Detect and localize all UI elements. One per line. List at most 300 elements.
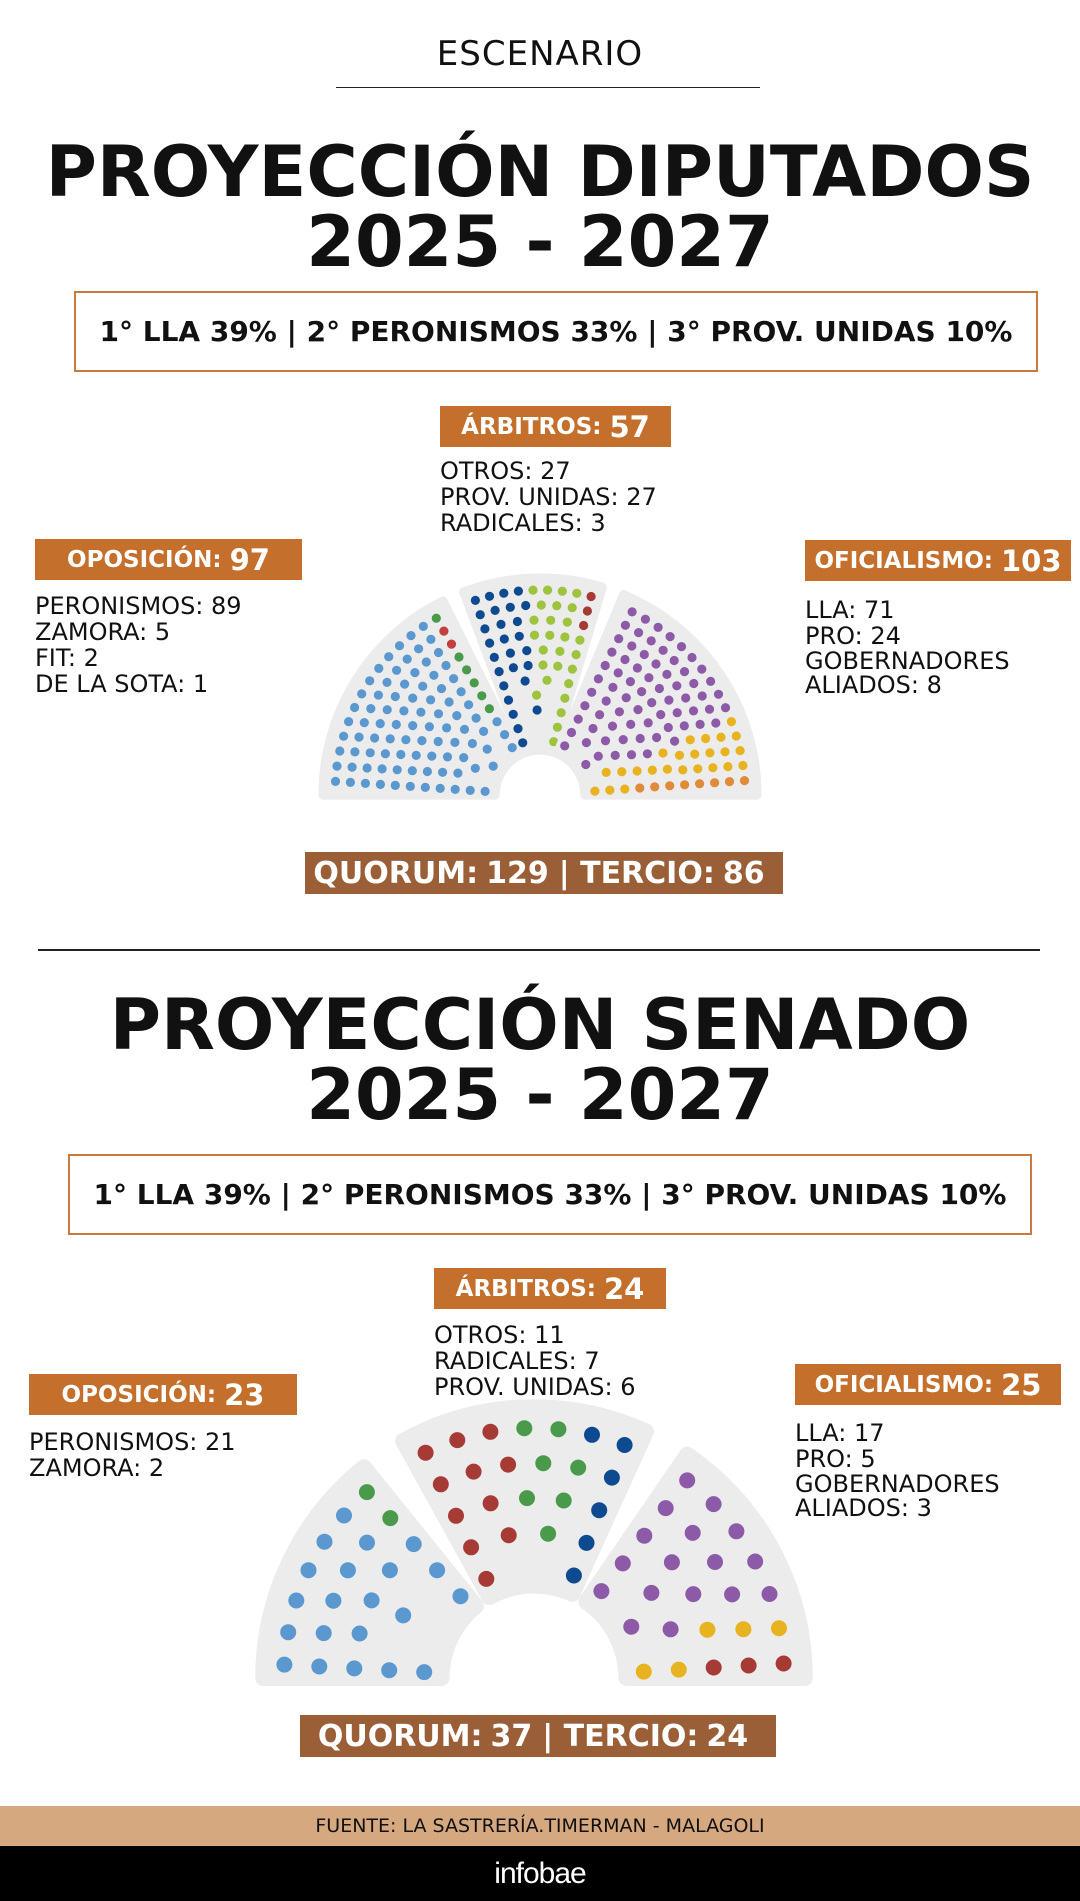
seat-dot (443, 752, 452, 761)
seat-dot (727, 717, 736, 726)
seat-dot (728, 1523, 744, 1539)
seat-dot (489, 762, 498, 771)
breakdown-item: FIT: 2 (35, 644, 99, 672)
seat-dot (636, 734, 645, 743)
seat-dot (437, 684, 446, 693)
seat-dot (637, 687, 646, 696)
breakdown-item: LLA: 71 (805, 596, 895, 624)
seat-dot (628, 607, 637, 616)
seat-dot (412, 751, 421, 760)
seat-dot (400, 680, 409, 689)
seat-dot (678, 765, 687, 774)
seat-dot (623, 1619, 639, 1635)
seat-dot (595, 710, 604, 719)
seat-dot (311, 1659, 327, 1675)
seat-dot (499, 681, 508, 690)
seat-dot (663, 765, 672, 774)
oposicion-label: OPOSICIÓN: (67, 546, 222, 573)
seat-dot (438, 768, 447, 777)
seat-dot (591, 1502, 607, 1518)
seat-dot (687, 653, 696, 662)
seat-dot (436, 784, 445, 793)
seat-dot (619, 735, 628, 744)
quorum-label: QUORUM: (313, 855, 479, 891)
breakdown-item: GOBERNADORES ALIADOS: 3 (795, 1470, 1000, 1522)
senado-arbitros-breakdown (434, 1322, 636, 1400)
seat-dot (738, 761, 747, 770)
oficialismo-label: OFICIALISMO: (814, 547, 993, 574)
seat-dot (670, 656, 679, 665)
seat-dot (364, 1592, 380, 1608)
seat-dot (584, 1427, 600, 1443)
seat-dot (276, 1657, 292, 1673)
seat-dot (529, 616, 538, 625)
seat-dot (560, 694, 569, 703)
seat-dot (665, 781, 674, 790)
seat-dot (673, 708, 682, 717)
seat-dot (716, 733, 725, 742)
seat-dot (530, 631, 539, 640)
seat-dot (707, 1554, 723, 1570)
seat-dot (641, 615, 650, 624)
seat-dot (500, 730, 509, 739)
seat-dot (476, 610, 485, 619)
seat-dot (410, 668, 419, 677)
seat-dot (543, 586, 552, 595)
seat-dot (454, 652, 463, 661)
seat-dot (422, 657, 431, 666)
kicker: ESCENARIO (436, 34, 644, 74)
result-third-value: 10% (945, 315, 1013, 348)
seat-dot (418, 682, 427, 691)
seat-dot (418, 1445, 434, 1461)
seat-dot (346, 778, 355, 787)
seat-dot (472, 714, 481, 723)
seat-dot (513, 617, 522, 626)
seat-dot (513, 724, 522, 733)
breakdown-item: ZAMORA: 2 (29, 1454, 165, 1482)
seat-dot (365, 676, 374, 685)
seat-dot (550, 1421, 566, 1437)
seat-dot (490, 653, 499, 662)
seat-dot (634, 628, 643, 637)
seat-dot (506, 603, 515, 612)
seat-dot (705, 705, 714, 714)
seat-dot (542, 676, 551, 685)
seat-dot (679, 1472, 695, 1488)
seat-dot (485, 592, 494, 601)
seat-dot (485, 704, 494, 713)
seat-dot (636, 1664, 652, 1680)
seat-dot (608, 683, 617, 692)
seat-dot (666, 632, 675, 641)
breakdown-item: RADICALES: 3 (440, 509, 606, 537)
seat-dot (514, 587, 523, 596)
seat-dot (434, 737, 443, 746)
seat-dot (643, 749, 652, 758)
seat-dot (363, 763, 372, 772)
seat-dot (583, 606, 592, 615)
senado-arbitros-tag (434, 1268, 666, 1309)
seat-dot (434, 648, 443, 657)
senado-hemicycle (224, 1420, 844, 1700)
seat-dot (650, 782, 659, 791)
seat-dot (670, 737, 679, 746)
seat-dot (462, 665, 471, 674)
seat-dot (396, 750, 405, 759)
seat-dot (557, 708, 566, 717)
seat-dot (614, 634, 623, 643)
seat-dot (615, 1555, 631, 1571)
seat-dot (582, 738, 591, 747)
seat-dot (521, 601, 530, 610)
seat-dot (457, 687, 466, 696)
seat-dot (471, 596, 480, 605)
seat-dot (449, 674, 458, 683)
seat-dot (401, 735, 410, 744)
seat-dot (301, 1562, 317, 1578)
seat-dot (288, 1593, 304, 1609)
seat-dot (504, 696, 513, 705)
seat-dot (710, 778, 719, 787)
seat-dot (406, 631, 415, 640)
seat-dot (406, 1536, 422, 1552)
seat-dot (681, 693, 690, 702)
seat-dot (374, 664, 383, 673)
seat-dot (359, 1484, 375, 1500)
seat-dot (690, 750, 699, 759)
seat-dot (344, 717, 353, 726)
seat-dot (519, 1490, 535, 1506)
result-second-value: 33% (570, 315, 638, 348)
seat-dot (460, 725, 469, 734)
breakdown-item: OTROS: 27 (440, 457, 571, 485)
seat-dot (762, 1586, 778, 1602)
seat-dot (425, 722, 434, 731)
seat-dot (590, 787, 599, 796)
seat-dot (552, 601, 561, 610)
seat-dot (354, 733, 363, 742)
senado-title-line2: 2025 - 2027 (306, 1054, 774, 1136)
quorum-value: 37 (490, 1718, 533, 1754)
seat-dot (464, 700, 473, 709)
seat-dot (524, 661, 533, 670)
seat-dot (575, 636, 584, 645)
oficialismo-total: 25 (1001, 1367, 1042, 1402)
seat-dot (452, 711, 461, 720)
seat-dot (535, 1455, 551, 1471)
seat-dot (620, 784, 629, 793)
seat-dot (391, 692, 400, 701)
seat-dot (539, 645, 548, 654)
seat-dot (579, 1535, 595, 1551)
seat-dot (495, 667, 504, 676)
tercio-value: 24 (706, 1718, 749, 1754)
diputados-title-line1: PROYECCIÓN DIPUTADOS (45, 131, 1035, 213)
seat-dot (685, 1525, 701, 1541)
diputados-oficialismo-breakdown (805, 597, 1045, 697)
seat-dot (423, 767, 432, 776)
oposicion-total: 23 (224, 1377, 265, 1412)
seat-dot (357, 689, 366, 698)
seat-dot (633, 705, 642, 714)
seat-dot (506, 649, 515, 658)
seat-dot (360, 718, 369, 727)
senado-title-line1: PROYECCIÓN SENADO (109, 984, 971, 1066)
seat-dot (568, 665, 577, 674)
seat-dot (706, 1496, 722, 1512)
seat-dot (685, 1586, 701, 1602)
seat-dot (376, 780, 385, 789)
seat-dot (689, 706, 698, 715)
seat-dot (611, 751, 620, 760)
seat-dot (587, 592, 596, 601)
seat-dot (468, 739, 477, 748)
seat-dot (453, 769, 462, 778)
seat-dot (636, 1528, 652, 1544)
seat-dot (483, 1495, 499, 1511)
seat-dot (395, 641, 404, 650)
seat-dot (708, 763, 717, 772)
oposicion-label: OPOSICIÓN: (61, 1381, 217, 1408)
seat-dot (533, 705, 542, 714)
quorum-label: QUORUM: (317, 1718, 483, 1754)
seat-dot (545, 631, 554, 640)
seat-dot (724, 1586, 740, 1602)
seat-dot (736, 746, 745, 755)
seat-dot (648, 766, 657, 775)
seat-dot (382, 1510, 398, 1526)
seat-dot (391, 781, 400, 790)
seat-dot (406, 782, 415, 791)
seat-dot (621, 621, 630, 630)
breakdown-item: PRO: 24 (805, 622, 901, 650)
seat-dot (617, 1437, 633, 1453)
seat-dot (382, 1562, 398, 1578)
result-second: 2° PERONISMOS (306, 315, 561, 348)
seat-dot (644, 673, 653, 682)
seat-dot (374, 691, 383, 700)
seat-dot (316, 1625, 332, 1641)
seat-dot (607, 648, 616, 657)
seat-dot (470, 678, 479, 687)
seat-dot (658, 1500, 674, 1516)
seat-dot (408, 766, 417, 775)
seat-dot (714, 690, 723, 699)
seat-dot (697, 665, 706, 674)
seat-dot (655, 684, 664, 693)
seat-dot (532, 691, 541, 700)
seat-dot (448, 1508, 464, 1524)
seat-dot (419, 622, 428, 631)
seat-dot (509, 710, 518, 719)
seat-dot (602, 768, 611, 777)
seat-dot (721, 703, 730, 712)
seat-dot (608, 722, 617, 731)
seat-dot (560, 741, 569, 750)
seat-dot (370, 733, 379, 742)
seat-dot (466, 786, 475, 795)
diputados-arbitros-breakdown (440, 458, 657, 536)
seat-dot (560, 632, 569, 641)
seat-dot (515, 632, 524, 641)
seat-dot (518, 738, 527, 747)
senado-results-box: 1° LLA 39% | 2° PERONISMOS 33% | 3° PROV. UNIDAS 10% (68, 1154, 1032, 1235)
seat-dot (528, 586, 537, 595)
seat-dot (537, 600, 546, 609)
diputados-quorum-bar (305, 852, 783, 894)
seat-dot (732, 731, 741, 740)
seat-dot (635, 783, 644, 792)
seat-dot (499, 589, 508, 598)
seat-dot (643, 1585, 659, 1601)
seat-dot (658, 748, 667, 757)
seat-dot (447, 640, 456, 649)
senado-quorum-bar (300, 1715, 776, 1757)
seat-dot (620, 655, 629, 664)
seat-dot (587, 688, 596, 697)
arbitros-total: 57 (609, 409, 650, 444)
quorum-value: 129 (486, 855, 549, 891)
seat-dot (572, 650, 581, 659)
seat-dot (662, 670, 671, 679)
seat-dot (654, 623, 663, 632)
seat-dot (538, 660, 547, 669)
seat-dot (408, 721, 417, 730)
seat-dot (384, 652, 393, 661)
seat-dot (395, 1607, 411, 1623)
seat-dot (601, 661, 610, 670)
seat-dot (664, 1554, 680, 1570)
seat-dot (381, 1662, 397, 1678)
seat-dot (386, 734, 395, 743)
seat-dot (594, 674, 603, 683)
seat-dot (336, 1508, 352, 1524)
breakdown-item: PROV. UNIDAS: 6 (434, 1373, 636, 1401)
seat-dot (481, 787, 490, 796)
seat-dot (706, 677, 715, 686)
seat-dot (686, 735, 695, 744)
seat-dot (442, 723, 451, 732)
seat-dot (735, 1621, 751, 1637)
seat-dot (659, 646, 668, 655)
diputados-title-line2: 2025 - 2027 (306, 201, 774, 283)
seat-dot (626, 677, 635, 686)
seat-dot (546, 616, 555, 625)
result-third: 3° PROV. UNIDAS (667, 315, 936, 348)
seat-dot (392, 720, 401, 729)
seat-dot (663, 1621, 679, 1637)
seat-dot (434, 709, 443, 718)
seat-dot (426, 695, 435, 704)
seat-dot (522, 646, 531, 655)
seat-dot (361, 779, 370, 788)
seat-dot (627, 641, 636, 650)
seat-dot (622, 693, 631, 702)
seat-dot (477, 691, 486, 700)
seat-dot (553, 662, 562, 671)
seat-dot (627, 750, 636, 759)
breakdown-item: RADICALES: 7 (434, 1347, 600, 1375)
seat-dot (579, 621, 588, 630)
seat-dot (605, 786, 614, 795)
seat-dot (325, 1593, 341, 1609)
breakdown-item: OTROS: 11 (434, 1321, 565, 1349)
result-first: 1° LLA (99, 315, 201, 348)
seat-dot (501, 1527, 517, 1543)
arbitros-label: ÁRBITROS: (461, 413, 602, 440)
seat-dot (706, 1660, 722, 1676)
seat-dot (403, 655, 412, 664)
seat-dot (439, 627, 448, 636)
oficialismo-label: OFICIALISMO: (814, 1371, 994, 1398)
seat-dot (516, 1420, 532, 1436)
brand-logo: infobae (0, 1846, 1080, 1901)
seat-dot (677, 642, 686, 651)
seat-dot (383, 705, 392, 714)
seat-dot (453, 1588, 469, 1604)
senado-oposicion-tag (29, 1374, 297, 1415)
seat-dot (485, 639, 494, 648)
seat-dot (393, 765, 402, 774)
seat-dot (680, 667, 689, 676)
seat-dot (695, 779, 704, 788)
seat-dot (540, 1526, 556, 1542)
seat-dot (478, 1571, 494, 1587)
seat-dot (567, 728, 576, 737)
seat-dot (640, 650, 649, 659)
seat-dot (652, 733, 661, 742)
seat-dot (671, 1662, 687, 1678)
breakdown-item: ZAMORA: 5 (35, 618, 171, 646)
seat-dot (427, 752, 436, 761)
seat-dot (601, 736, 610, 745)
seat-dot (740, 776, 749, 785)
oposicion-total: 97 (229, 542, 270, 577)
seat-dot (352, 1626, 368, 1642)
result-third: 3° PROV. UNIDAS (661, 1178, 930, 1211)
seat-dot (500, 634, 509, 643)
seat-dot (644, 718, 653, 727)
seat-dot (588, 724, 597, 733)
senado-oficialismo-tag (795, 1364, 1061, 1405)
seat-dot (720, 747, 729, 756)
seat-dot (509, 663, 518, 672)
seat-dot (604, 1470, 620, 1486)
breakdown-item: PROV. UNIDAS: 27 (440, 483, 657, 511)
seat-dot (664, 723, 673, 732)
seat-dot (651, 659, 660, 668)
seat-dot (449, 1432, 465, 1448)
seat-dot (479, 727, 488, 736)
seat-dot (350, 703, 359, 712)
diputados-results-box: 1° LLA 39% | 2° PERONISMOS 33% | 3° PROV. UNIDAS 10% (74, 291, 1038, 372)
seat-dot (680, 721, 689, 730)
breakdown-item: PERONISMOS: 89 (35, 592, 242, 620)
seat-dot (350, 747, 359, 756)
seat-dot (614, 668, 623, 677)
seat-dot (317, 1534, 333, 1550)
seat-dot (563, 618, 572, 627)
breakdown-item: PRO: 5 (795, 1445, 876, 1473)
result-second: 2° PERONISMOS (300, 1178, 555, 1211)
tercio-value: 86 (722, 855, 765, 891)
seat-dot (553, 723, 562, 732)
seat-dot (348, 763, 357, 772)
diputados-arbitros-tag (440, 406, 671, 447)
breakdown-item: PERONISMOS: 21 (29, 1428, 236, 1456)
seat-dot (445, 697, 454, 706)
